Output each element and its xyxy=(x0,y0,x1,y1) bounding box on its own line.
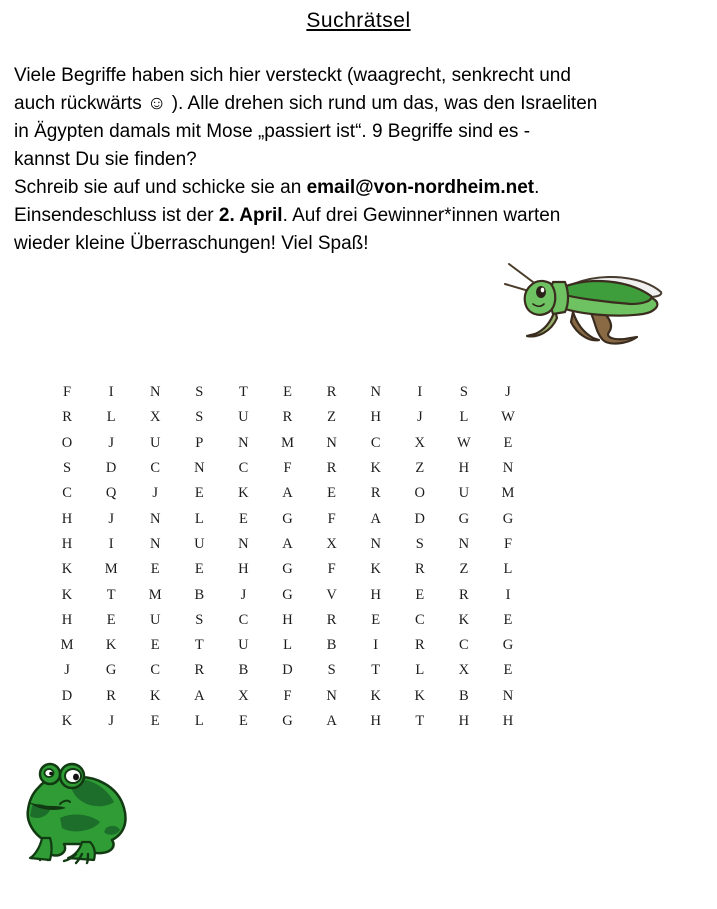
grid-cell-letter: I xyxy=(505,586,511,603)
grid-cell-letter: S xyxy=(415,535,424,552)
grasshopper-icon xyxy=(503,252,673,352)
grid-cell-letter: G xyxy=(502,510,514,527)
intro-text: kannst Du sie finden? xyxy=(14,149,197,170)
intro-text-line xyxy=(14,62,684,90)
grid-cell-letter: K xyxy=(238,485,249,502)
grid-cell-letter: H xyxy=(238,561,249,578)
intro-text-line xyxy=(14,202,684,230)
grid-cell-letter: K xyxy=(61,713,73,729)
grid-cell-letter: R xyxy=(282,409,293,426)
grasshopper-image xyxy=(503,252,673,352)
grid-cell-letter: H xyxy=(61,510,73,527)
grid-cell-letter: T xyxy=(238,384,248,401)
frog-image xyxy=(16,758,146,866)
grid-cell-letter: N xyxy=(502,460,514,477)
intro-text: . Auf drei Gewinner*innen warten xyxy=(282,205,561,226)
grid-cell-letter: A xyxy=(370,510,381,527)
grid-cell-letter: G xyxy=(282,713,293,729)
grid-cell-letter: N xyxy=(194,460,205,477)
grid-cell-letter: J xyxy=(240,586,247,603)
grid-cell-letter: A xyxy=(326,713,337,729)
intro-text: in Ägypten damals mit Mose „passiert ist“. 9 Begriffe sind es - xyxy=(14,121,531,142)
grid-cell-letter: R xyxy=(414,637,425,654)
grid-cell-letter: O xyxy=(61,434,73,451)
grid-cell-letter: H xyxy=(458,713,470,729)
grid-cell-letter: X xyxy=(458,662,470,679)
grid-cell-letter: C xyxy=(459,637,469,654)
grid-cell-letter: B xyxy=(194,586,205,603)
intro-paragraph xyxy=(14,62,684,258)
grid-cell-letter: J xyxy=(108,434,114,451)
grid-cell-letter: L xyxy=(415,662,425,679)
intro-text-line xyxy=(14,146,684,174)
grid-cell-letter: R xyxy=(326,611,337,628)
grid-cell-letter: S xyxy=(459,384,468,401)
word-search-grid xyxy=(45,380,530,734)
grid-cell-letter: F xyxy=(283,460,292,477)
grid-cell-letter: R xyxy=(194,662,205,679)
grid-cell-letter: E xyxy=(106,611,116,628)
grid-cell-letter: J xyxy=(64,662,70,679)
grid-cell-letter: B xyxy=(238,662,249,679)
intro-bold-text: email@von-nordheim.net xyxy=(306,177,535,198)
grid-cell-letter: K xyxy=(149,687,161,704)
grid-cell-letter: Z xyxy=(327,409,337,426)
grid-cell-letter: N xyxy=(149,535,161,552)
grid-cell-letter: N xyxy=(238,535,249,552)
grid-cell-letter: N xyxy=(502,687,514,704)
grid-cell-letter: N xyxy=(149,510,161,527)
grid-cell-letter: K xyxy=(105,637,117,654)
grid-cell-letter: H xyxy=(61,535,73,552)
grid-cell-letter: X xyxy=(414,434,426,451)
grid-cell-letter: J xyxy=(108,713,114,729)
grid-cell-letter: W xyxy=(501,409,515,426)
grid-cell-letter: U xyxy=(458,485,470,502)
grid-cell-letter: K xyxy=(370,561,381,578)
grid-cell-letter: C xyxy=(238,460,249,477)
grid-cell-letter: D xyxy=(105,460,117,477)
grid-cell-letter: L xyxy=(194,713,204,729)
grid-cell-letter: X xyxy=(326,535,337,552)
grid-cell-letter: N xyxy=(238,434,249,451)
grid-cell-letter: G xyxy=(502,637,514,654)
grid-cell-letter: C xyxy=(414,611,425,628)
grid-cell-letter: N xyxy=(149,384,161,401)
grid-cell-letter: K xyxy=(61,561,73,578)
grid-cell-letter: I xyxy=(108,384,114,401)
grid-cell-letter: T xyxy=(194,637,204,654)
grid-cell-letter: H xyxy=(458,460,470,477)
grid-cell-letter: C xyxy=(62,485,72,502)
grid-cell-letter: D xyxy=(61,687,73,704)
intro-text: Viele Begriffe haben sich hier versteckt (waagrecht, senkrecht und xyxy=(14,65,571,86)
grid-cell-letter: S xyxy=(63,460,72,477)
intro-text-line xyxy=(14,90,684,118)
intro-bold-text: 2. April xyxy=(218,205,283,226)
grid-cell-letter: E xyxy=(503,662,513,679)
grid-cell-letter: I xyxy=(417,384,423,401)
grid-cell-letter: S xyxy=(195,409,204,426)
grid-cell-letter: E xyxy=(415,586,425,603)
grid-cell-letter: L xyxy=(459,409,469,426)
grid-cell-letter: H xyxy=(370,586,381,603)
grid-cell-letter: K xyxy=(370,460,381,477)
grid-cell-letter: W xyxy=(457,434,471,451)
grid-cell-letter: J xyxy=(416,409,423,426)
grid-cell-letter: H xyxy=(61,611,73,628)
grid-cell-letter: E xyxy=(150,561,160,578)
intro-text: auch rückwärts ☺ ). Alle drehen sich rund um das, was den Israeliten xyxy=(14,93,598,114)
grid-cell-letter: E xyxy=(194,485,204,502)
grid-cell-letter: U xyxy=(238,637,249,654)
grid-cell-letter: R xyxy=(326,460,337,477)
grid-cell-letter: E xyxy=(150,713,160,729)
page-title: Suchrätsel xyxy=(306,9,411,32)
grid-cell-letter: R xyxy=(414,561,425,578)
intro-text-line xyxy=(14,118,684,146)
grid-cell-letter: G xyxy=(282,561,293,578)
grid-cell-letter: R xyxy=(106,687,116,704)
grid-cell-letter: T xyxy=(371,662,381,679)
grid-cell-letter: K xyxy=(458,611,470,628)
grid-cell-letter: L xyxy=(106,409,116,426)
grid-cell-letter: S xyxy=(195,384,204,401)
grid-cell-letter: I xyxy=(373,637,379,654)
grid-cell-letter: X xyxy=(149,409,161,426)
grid-cell-letter: X xyxy=(238,687,249,704)
intro-text: wieder kleine Überraschungen! Viel Spaß! xyxy=(14,233,369,254)
grid-cell-letter: E xyxy=(238,510,248,527)
grid-cell-letter: Q xyxy=(105,485,117,502)
grid-cell-letter: U xyxy=(238,409,249,426)
grid-cell-letter: E xyxy=(238,713,248,729)
grid-cell-letter: R xyxy=(370,485,381,502)
grid-cell-letter: F xyxy=(63,384,72,401)
grid-cell-letter: N xyxy=(370,384,381,401)
intro-text: . xyxy=(534,177,540,198)
grid-cell-letter: C xyxy=(150,662,161,679)
grid-cell-letter: G xyxy=(105,662,117,679)
grid-cell-letter: V xyxy=(326,586,337,603)
grid-cell-letter: I xyxy=(108,535,114,552)
intro-text: Schreib sie auf und schicke sie an xyxy=(14,177,307,198)
grid-cell-letter: N xyxy=(370,535,381,552)
grid-cell-letter: C xyxy=(238,611,249,628)
grid-cell-letter: L xyxy=(194,510,204,527)
grid-cell-letter: E xyxy=(503,434,513,451)
grid-cell-letter: E xyxy=(194,561,204,578)
grid-cell-letter: O xyxy=(414,485,426,502)
grid-cell-letter: A xyxy=(282,535,293,552)
grid-cell-letter: R xyxy=(326,384,337,401)
grid-cell-letter: E xyxy=(371,611,381,628)
grid-cell-letter: F xyxy=(327,561,336,578)
grid-cell-letter: M xyxy=(148,586,162,603)
grid-cell-letter: R xyxy=(459,586,469,603)
grid-cell-letter: H xyxy=(370,409,381,426)
grid-cell-letter: N xyxy=(326,434,337,451)
grid-cell-letter: D xyxy=(414,510,426,527)
grid-cell-letter: K xyxy=(414,687,426,704)
grid-cell-letter: A xyxy=(282,485,293,502)
grid-cell-letter: D xyxy=(282,662,293,679)
grid-cell-letter: F xyxy=(503,535,513,552)
grid-cell-letter: L xyxy=(283,637,292,654)
grid-cell-letter: K xyxy=(370,687,381,704)
grid-cell-letter: J xyxy=(152,485,159,502)
grid-cell-letter: G xyxy=(282,510,293,527)
grid-cell-letter: S xyxy=(195,611,204,628)
grid-cell-letter: F xyxy=(327,510,336,527)
grid-cell-letter: F xyxy=(283,687,292,704)
grid-cell-letter: U xyxy=(149,434,161,451)
grid-cell-letter: S xyxy=(327,662,336,679)
grid-cell-letter: Z xyxy=(459,561,469,578)
grid-cell-letter: U xyxy=(194,535,205,552)
grid-cell-letter: E xyxy=(327,485,337,502)
grid-cell-letter: C xyxy=(150,460,161,477)
grid-cell-letter: L xyxy=(503,561,513,578)
intro-text-line xyxy=(14,174,684,202)
grid-cell-letter: H xyxy=(502,713,514,729)
grid-cell-letter: K xyxy=(61,586,73,603)
grid-cell-letter: E xyxy=(283,384,292,401)
grid-cell-letter: P xyxy=(195,434,204,451)
grid-cell-letter: J xyxy=(108,510,114,527)
grid-cell-letter: H xyxy=(370,713,381,729)
grid-cell-letter: M xyxy=(104,561,118,578)
grid-cell-letter: R xyxy=(62,409,72,426)
grid-cell-letter: N xyxy=(458,535,470,552)
grid-cell-letter: T xyxy=(106,586,116,603)
grid-cell-letter: C xyxy=(370,434,381,451)
grid-cell-letter: M xyxy=(60,637,74,654)
grid-cell-letter: J xyxy=(505,384,511,401)
grid-cell-letter: E xyxy=(503,611,513,628)
grid-cell-letter: M xyxy=(281,434,294,451)
grid-cell-letter: G xyxy=(458,510,470,527)
grid-cell-letter: E xyxy=(150,637,160,654)
grid-cell-letter: Z xyxy=(415,460,425,477)
grid-cell-letter: N xyxy=(326,687,337,704)
grid-cell-letter: B xyxy=(459,687,469,704)
grid-cell-letter: A xyxy=(194,687,205,704)
grid-cell-letter: B xyxy=(326,637,337,654)
grid-cell-letter: M xyxy=(501,485,515,502)
frog-icon xyxy=(16,758,146,866)
grid-cell-letter: U xyxy=(149,611,161,628)
grid-cell-letter: T xyxy=(415,713,425,729)
intro-text: Einsendeschluss ist der xyxy=(14,205,219,226)
grid-cell-letter: G xyxy=(282,586,293,603)
grid-cell-letter: H xyxy=(282,611,293,628)
